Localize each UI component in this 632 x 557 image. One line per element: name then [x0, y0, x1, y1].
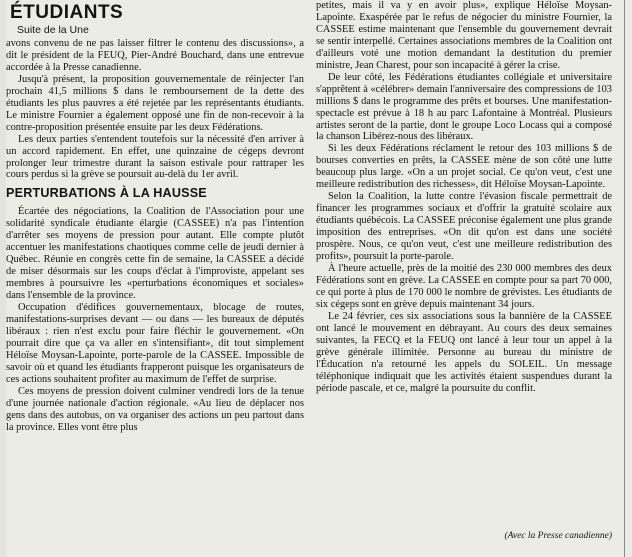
- paragraph: petites, mais il va y en avoir plus», explique Héloïse Moysan-Lapointe. Exaspérée par le refus de négocier du ministre Fournier, la CASSEE estime maintenant que l'ensemble du gouvernement devrait se sentir interpellé. Certaines associations membres de la Coalition ont d'ailleurs voté une motion demandant la destitution du premier ministre, Jean Charest, pour son incapacité à gérer la crise.: [316, 0, 612, 71]
- headline: ÉTUDIANTS: [10, 2, 124, 23]
- paragraph: Occupation d'édifices gouvernementaux, blocage de routes, manifestations-surprises devant — ou dans — les bureaux de députés libéraux : rien n'est exclu pour faire fléchir le gouvernement. «On pourrait dire que ça va aller en s'intensifiant», dit tout simplement Héloïse Moysan-Lapointe, porte-parole de la CASSEE. Impossible de savoir où et quand les étudiants frapperont puisque les organisateurs de ces actions souhaitent profiter au maximum de l'effet de surprise.: [6, 302, 304, 385]
- paragraph: À l'heure actuelle, près de la moitié des 230 000 membres des deux Fédérations sont en grève. La CASSEE en compte pour sa part 70 000, ce qui porte à plus de 170 000 le nombre de grévistes. Les étudiants de six cégeps sont en grève depuis maintenant 34 jours.: [316, 262, 612, 310]
- section-title: PERTURBATIONS À LA HAUSSE: [6, 186, 207, 201]
- paragraph: Le 24 février, ces six associations sous la bannière de la CASSEE ont lancé le mouvement en débrayant. Au cours des deux semaines suivantes, la FECQ et la FEUQ ont lancé à leur tour un appel à la grève générale illimitée. Personne au bureau du ministre de l'Éducation n'a retourné les appels du SOLEIL. Un message téléphonique indiquait que les activités étaient suspendues durant la période pascale, et ce, malgré la poursuite du conflit.: [316, 310, 612, 394]
- column-rule: [624, 0, 625, 557]
- paragraph: Les deux parties s'entendent toutefois sur la nécessité d'en arriver à un accord rapidement. En effet, une quinzaine de cégeps devront prolonger leur trimestre durant la saison estivale pour rattraper les cours perdus si la grève se poursuit au-delà du 1er avril.: [6, 133, 304, 181]
- paragraph: Selon la Coalition, la lutte contre l'évasion fiscale permettrait de financer les programmes sociaux et d'offrir la gratuité scolaire aux étudiants québécois. La CASSEE préconise également une plus grande imposition des entreprises. «On dit qu'on est dans une société prospère. Nous, ce qu'on veut, c'est une meilleure redistribution des profits», poursuit la porte-parole.: [316, 191, 612, 263]
- paragraph: De leur côté, les Fédérations étudiantes collégiale et universitaire s'apprêtent à «célébrer» demain l'anniversaire des compressions de 103 millions $ dans le programme des prêts et bourses. Une manifestation-spectacle est prévue à 18 h au parc Lafontaine à Montréal. Plusieurs artistes seront de la partie, dont le groupe Loco Locass qui a composé la chanson Libérez-nous des libéraux.: [316, 71, 612, 143]
- right-column: [316, 0, 612, 394]
- credit-line: (Avec la Presse canadienne): [504, 531, 612, 541]
- subhead: Suite de la Une: [17, 24, 89, 36]
- paragraph: Si les deux Fédérations réclament le retour des 103 millions $ de bourses converties en prêts, la CASSEE mène de son côté une lutte beaucoup plus large. «On a un projet social. Ce qu'on veut, c'est une meilleure redistribution des richesses», dit Héloïse Moysan-Lapointe.: [316, 143, 612, 191]
- paragraph: avons convenu de ne pas laisser filtrer le contenu des discussions», a dit le président de la FEUQ, Pier-André Bouchard, dans une entrevue accordée à la Presse canadienne.: [6, 38, 304, 73]
- paragraph: Ces moyens de pression doivent culminer vendredi lors de la tenue d'une journée nationale d'action régionale. «Au lieu de déplacer nos gens dans des autobus, on va organiser des actions un peu partout dans la province. Elles vont être plus: [6, 385, 304, 433]
- paragraph: Jusqu'à présent, la proposition gouvernementale de réinjecter l'an prochain 41,5 millions $ dans le remboursement de la dette des étudiants les plus pauvres a été rejetée par les représentants étudiants. Le ministre Fournier a également opposé une fin de non-recevoir à la contre-proposition présentée ensuite par les deux Fédérations.: [6, 73, 304, 133]
- left-column: [6, 38, 304, 434]
- paragraph: Écartée des négociations, la Coalition de l'Association pour une solidarité syndicale étudiante élargie (CASSEE) n'a pas l'intention d'arrêter ses moyens de pression pour autant. Elle compte plutôt accentuer les manifestations chaotiques comme celle de jeudi dernier à Québec. Réunie en congrès cette fin de semaine, la CASSEE a décidé de miser désormais sur les coups d'éclat à l'improviste, appelant ses membres à poursuivre les «perturbations économiques et sociales» dans l'ensemble de la province.: [6, 206, 304, 302]
